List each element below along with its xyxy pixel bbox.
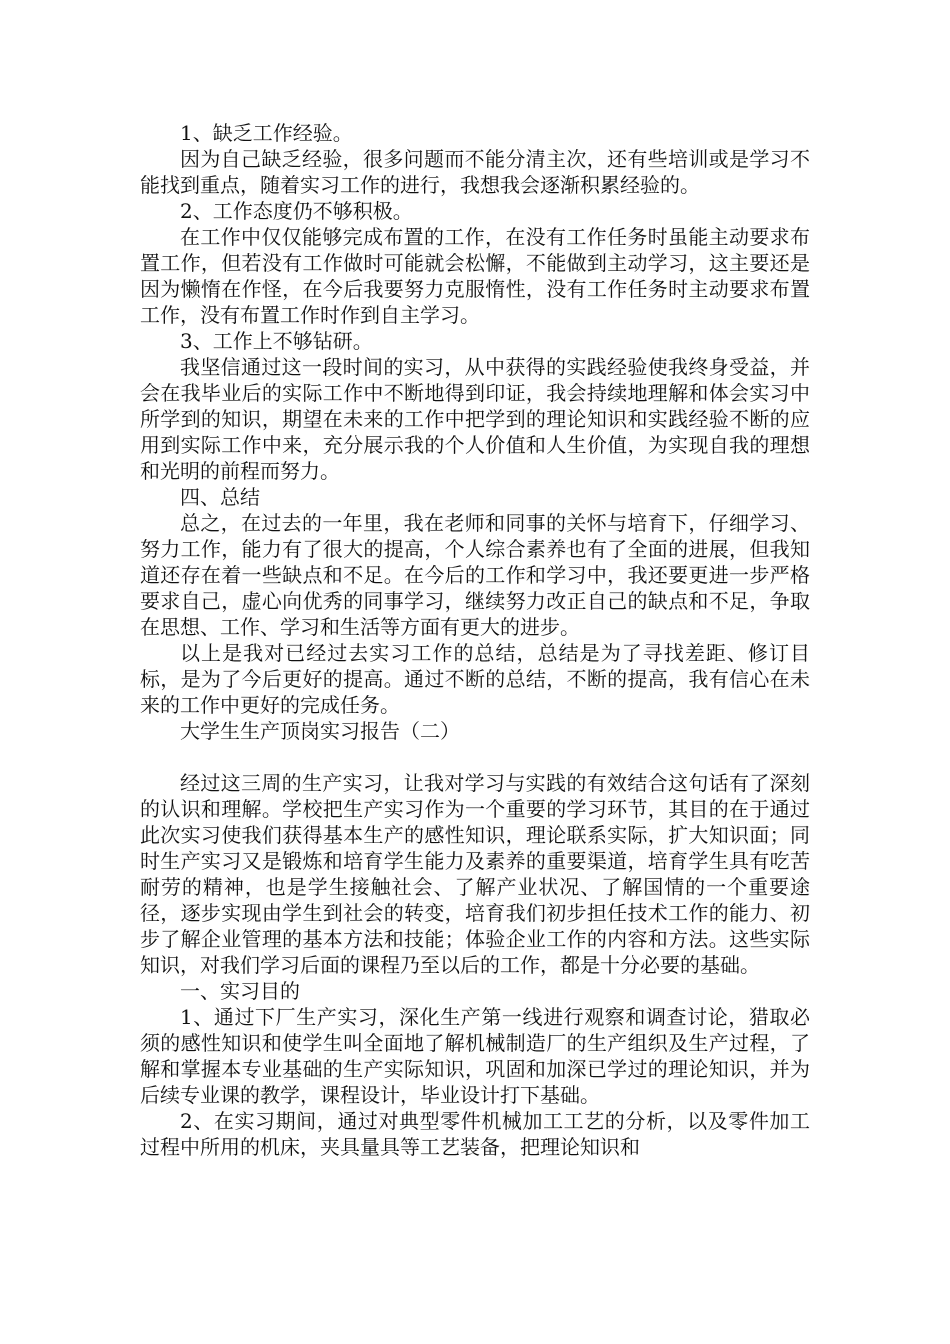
- section-heading-purpose: 一、实习目的: [180, 979, 300, 1003]
- list-item-research: 3、工作上不够钻研。: [180, 329, 373, 353]
- paragraph-body: 以上是我对已经过去实习工作的总结，总结是为了寻找差距、修订目标，是为了今后更好的提高。通过不断的总结，不断的提高，我有信心在未来的工作中更好的完成任务。: [140, 641, 810, 717]
- list-item-attitude: 2、工作态度仍不够积极。: [180, 199, 413, 223]
- paragraph-body: 因为自己缺乏经验，很多问题而不能分清主次，还有些培训或是学习不能找到重点，随着实习工作的进行，我想我会逐渐积累经验的。: [140, 147, 810, 197]
- paragraph-body: 2、在实习期间，通过对典型零件机械加工工艺的分析，以及零件加工过程中所用的机床，夹具量具等工艺装备，把理论知识和: [140, 1109, 810, 1159]
- paragraph-body: 经过这三周的生产实习，让我对学习与实践的有效结合这句话有了深刻的认识和理解。学校把生产实习作为一个重要的学习环节，其目的在于通过此次实习使我们获得基本生产的感性知识，理论联系实际，扩大知识面；同时生产实习又是锻炼和培育学生能力及素养的重要渠道，培育学生具有吃苦耐劳的精神，也是学生接触社会、了解产业状况、了解国情的一个重要途径，逐步实现由学生到社会的转变，培育我们初步担任技术工作的能力、初步了解企业管理的基本方法和技能；体验企业工作的内容和方法。这些实际知识，对我们学习后面的课程乃至以后的工作，都是十分必要的基础。: [140, 771, 810, 977]
- report-title: 大学生生产顶岗实习报告（二）: [180, 719, 460, 743]
- document-page: [140, 120, 810, 1160]
- list-item-lack-experience: 1、缺乏工作经验。: [180, 121, 353, 145]
- paragraph-body: 我坚信通过这一段时间的实习，从中获得的实践经验使我终身受益，并会在我毕业后的实际工作中不断地得到印证，我会持续地理解和体会实习中所学到的知识，期望在未来的工作中把学到的理论知识和实践经验不断的应用到实际工作中来，充分展示我的个人价值和人生价值，为实现自我的理想和光明的前程而努力。: [140, 355, 810, 483]
- blank-line: [140, 744, 810, 770]
- paragraph-body: 在工作中仅仅能够完成布置的工作，在没有工作任务时虽能主动要求布置工作，但若没有工作做时可能就会松懈，不能做到主动学习，这主要还是因为懒惰在作怪，在今后我要努力克服惰性，没有工作任务时主动要求布置工作，没有布置工作时作到自主学习。: [140, 225, 810, 327]
- paragraph-body: 总之，在过去的一年里，我在老师和同事的关怀与培育下，仔细学习、努力工作，能力有了很大的提高，个人综合素养也有了全面的进展，但我知道还存在着一些缺点和不足。在今后的工作和学习中，我还要更进一步严格要求自己，虚心向优秀的同事学习，继续努力改正自己的缺点和不足，争取在思想、工作、学习和生活等方面有更大的进步。: [140, 511, 810, 639]
- section-heading-summary: 四、总结: [180, 485, 260, 509]
- paragraph-body: 1、通过下厂生产实习，深化生产第一线进行观察和调查讨论，猎取必须的感性知识和使学生叫全面地了解机械制造厂的生产组织及生产过程，了解和掌握本专业基础的生产实际知识，巩固和加深已学过的理论知识，并为后续专业课的教学，课程设计，毕业设计打下基础。: [140, 1005, 810, 1107]
